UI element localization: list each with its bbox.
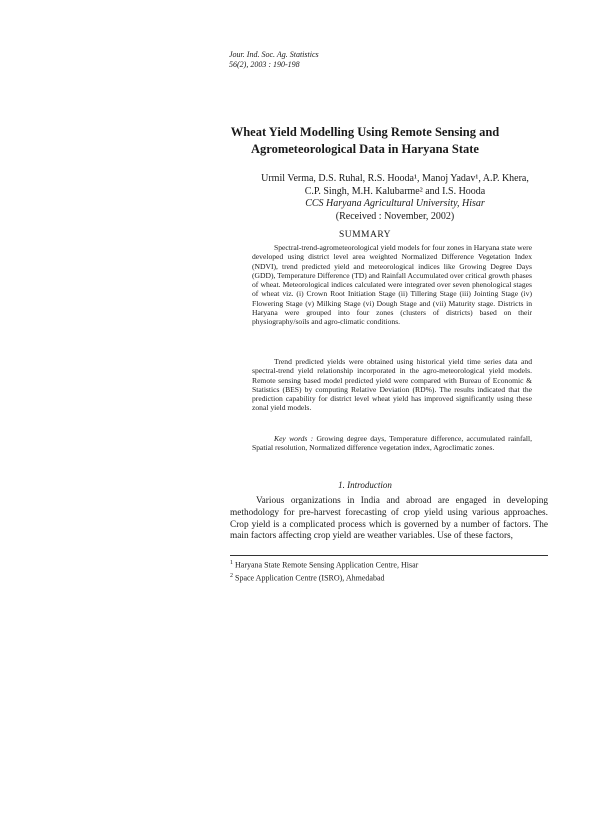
paper-title: [200, 124, 530, 158]
received-date: (Received : November, 2002): [335, 210, 455, 222]
summary-paragraph-2: Trend predicted yields were obtained using historical yield time series data and spectral-trend yield relationship incorporated in the agro-meteorological yield models. Remote sensing based model predicted yield were compared with Bureau of Economic & Statistics (BES) by computing Relative Deviation (RD%). The results indicated that the prediction capability for district level wheat yield has improved significantly using these zonal yield models.: [252, 357, 532, 413]
footnote-2-mark: 2: [230, 572, 233, 579]
authors-line-1: Urmil Verma, D.S. Ruhal, R.S. Hooda¹, Manoj Yadav¹, A.P. Khera,: [261, 173, 529, 184]
footnote-1: [230, 558, 548, 571]
affiliation: CCS Haryana Agricultural University, Hisar: [305, 198, 485, 209]
keywords: [252, 434, 532, 453]
footnote-2-text: Space Application Centre (ISRO), Ahmedabad: [235, 573, 385, 583]
keywords-label: Key words :: [274, 434, 314, 443]
title-line-1: Wheat Yield Modelling Using Remote Sensing and: [230, 125, 500, 139]
footnotes: [230, 555, 548, 583]
introduction-text: Various organizations in India and abroad are engaged in developing methodology for pre-harvest forecasting of crop yield using various approaches. Crop yield is a complicated process which is governed by a number of factors. The main factors affecting crop yield are weather variables. Use of these factors,: [230, 496, 548, 542]
journal-citation: [229, 50, 319, 70]
introduction-heading: 1. Introduction: [338, 480, 392, 490]
journal-volume: 56(2), 2003 : 190-198: [229, 60, 300, 69]
footnote-1-mark: 1: [230, 560, 233, 566]
summary-heading: SUMMARY: [338, 230, 392, 240]
authors-line-2: C.P. Singh, M.H. Kalubarme² and I.S. Hooda: [304, 185, 486, 197]
summary-paragraph-1: Spectral-trend-agrometeorological yield models for four zones in Haryana state were developed using district level area weighted Normalized Difference Vegetation Index (NDVI), trend predicted yield and meteorological indices like Growing Degree Days (GDD), Temperature Difference (TD) and Rainfall Accumulated over critical growth phases of wheat. Meteorological indices calculated were integrated over seven phenological stages of wheat viz. (i) Crown Root Initiation Stage (ii) Tillering Stage (iii) Jointing Stage (iv) Flowering Stage (v) Milking Stage (vi) Dough Stage and (vii) Maturity stage. Districts in Haryana were grouped into four zones (clusters of districts) based on their physiography/soils and agro-climatic conditions.: [252, 243, 532, 327]
footnote-2: [230, 571, 548, 584]
journal-name: Jour. Ind. Soc. Ag. Statistics: [229, 50, 319, 59]
keywords-text: Growing degree days, Temperature difference, accumulated rainfall, Spatial resolution, Normalized difference vegetation index, Agroclimatic zones.: [252, 434, 532, 453]
footnote-1-text: Haryana State Remote Sensing Application Centre, Hisar: [235, 560, 419, 570]
title-line-2: Agrometeorological Data in Haryana State: [251, 142, 479, 156]
author-block: [250, 173, 540, 223]
